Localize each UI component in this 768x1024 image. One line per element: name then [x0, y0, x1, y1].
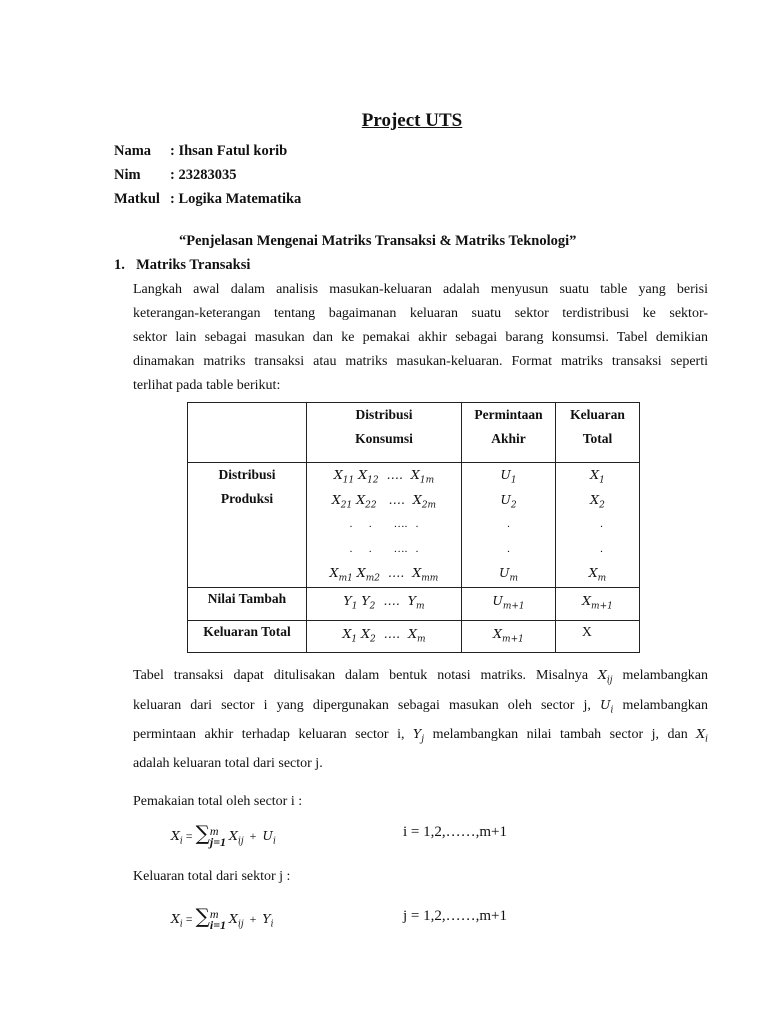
table-row — [188, 463, 640, 588]
section-title: Matriks Transaksi — [136, 257, 251, 273]
paragraph-line: keluaran dari sector i yang dipergunakan sebagai masukan oleh sector j, $U_i$ melambangkan — [133, 696, 708, 715]
nim-label: Nim — [114, 167, 141, 183]
matkul-label: Matkul — [114, 191, 160, 207]
nama-value: : Ihsan Fatul korib — [170, 143, 288, 159]
header-distribusi-konsumsi: Distribusi Konsumsi — [307, 403, 462, 463]
paragraph-line: permintaan akhir terhadap keluaran sector i, $Y_j$ melambangkan nilai tambah sector j, dan $X_i$ — [133, 726, 709, 745]
info-nim — [114, 167, 236, 184]
sigma-symbol: ∑ — [195, 904, 210, 928]
cell-grand-total: X — [556, 620, 640, 653]
page-title: Project UTS — [361, 110, 463, 131]
matkul-value: : Logika Matematika — [170, 191, 302, 207]
formula2-label: Keluaran total dari sektor j : — [133, 869, 291, 884]
nama-label: Nama — [114, 143, 152, 159]
cell-x-m1-bottom: $X_{m+1}$ — [462, 620, 556, 653]
paragraph-line: Tabel transaksi dapat ditulisakan dalam bentuk notasi matriks. Misalnya $X_{ij}$ melambangkan — [133, 667, 709, 686]
matrix-row-m: $X_{m1}$ $X_{m2}$ …. $X_{mm}$ — [329, 565, 439, 584]
formula2-equation: $X_i$ = ∑ m i=1 $X_{ij} + Y_i$ — [171, 904, 274, 933]
paragraph-line: terlihat pada table berikut: — [133, 378, 281, 393]
matrix-row-1: $X_{11}$ $X_{12}$ …. $X_{1m}$ — [333, 467, 435, 486]
cell-y-row: $Y_1$ $Y_2$ …. $Y_m$ — [307, 588, 462, 621]
matrix-row-2: $X_{21}$ $X_{22}$ …. $X_{2m}$ — [331, 491, 437, 510]
nim-value: : 23283035 — [170, 167, 237, 183]
section-number: 1. — [114, 257, 125, 273]
transaction-matrix-table — [187, 402, 640, 653]
section-paragraph — [133, 278, 708, 398]
paragraph-line: Langkah awal dalam analisis masukan-keluaran adalah menyusun suatu table yang berisi — [133, 282, 708, 297]
header-keluaran-total: Keluaran Total — [556, 403, 640, 463]
section-heading — [114, 257, 250, 274]
info-nama — [114, 143, 287, 160]
row-label-keluaran-total: Keluaran Total — [188, 620, 307, 653]
document-subtitle: “Penjelasan Mengenai Matriks Transaksi & Matriks Teknologi” — [179, 233, 577, 249]
info-matkul — [114, 191, 301, 208]
table-row — [188, 620, 640, 653]
matrix-dots-row: . . …. . — [349, 542, 419, 555]
formula2-range: j = 1,2,……,m+1 — [403, 908, 508, 924]
table-row — [188, 588, 640, 621]
sigma-symbol: ∑ — [195, 821, 210, 845]
notation-paragraph — [133, 663, 708, 776]
matrix-dots-row: . . …. . — [349, 518, 419, 530]
header-permintaan-akhir: Permintaan Akhir — [462, 403, 556, 463]
row-label-distribusi-produksi: Distribusi Produksi — [188, 463, 307, 588]
cell-u-m1: $U_{m+1}$ — [462, 588, 556, 621]
row-label-nilai-tambah: Nilai Tambah — [188, 588, 307, 621]
cell-x-total-column: $X_1$ $X_2$ . . $X_m$ — [556, 463, 640, 588]
paragraph-line: adalah keluaran total dari sector j. — [133, 755, 323, 771]
paragraph-line: sektor lain sebagai masukan dan ke pemakai akhir sebagai barang konsumsi. Tabel demikian — [133, 330, 708, 345]
paragraph-line: keterangan-keterangan tentang bagaimanan keluaran suatu sektor terdistribusi ke sektor- — [133, 306, 708, 321]
cell-x-m1: $X_{m+1}$ — [556, 588, 640, 621]
cell-x-matrix — [307, 463, 462, 588]
cell-u-column: $U_1$ $U_2$ . . $U_m$ — [462, 463, 556, 588]
formula1-range: i = 1,2,……,m+1 — [403, 824, 508, 840]
formula1-equation: $X_i$ = ∑ m j=1 $X_{ij} + U_i$ — [171, 821, 276, 850]
table-header-row — [188, 403, 640, 463]
table-corner-cell — [188, 403, 307, 463]
cell-x-row: $X_1$ $X_2$ …. $X_m$ — [307, 620, 462, 653]
formula1-label: Pemakaian total oleh sector i : — [133, 794, 303, 809]
paragraph-line: dinamakan matriks transaksi atau matriks masukan-keluaran. Format matriks transaksi seperti — [133, 354, 708, 369]
